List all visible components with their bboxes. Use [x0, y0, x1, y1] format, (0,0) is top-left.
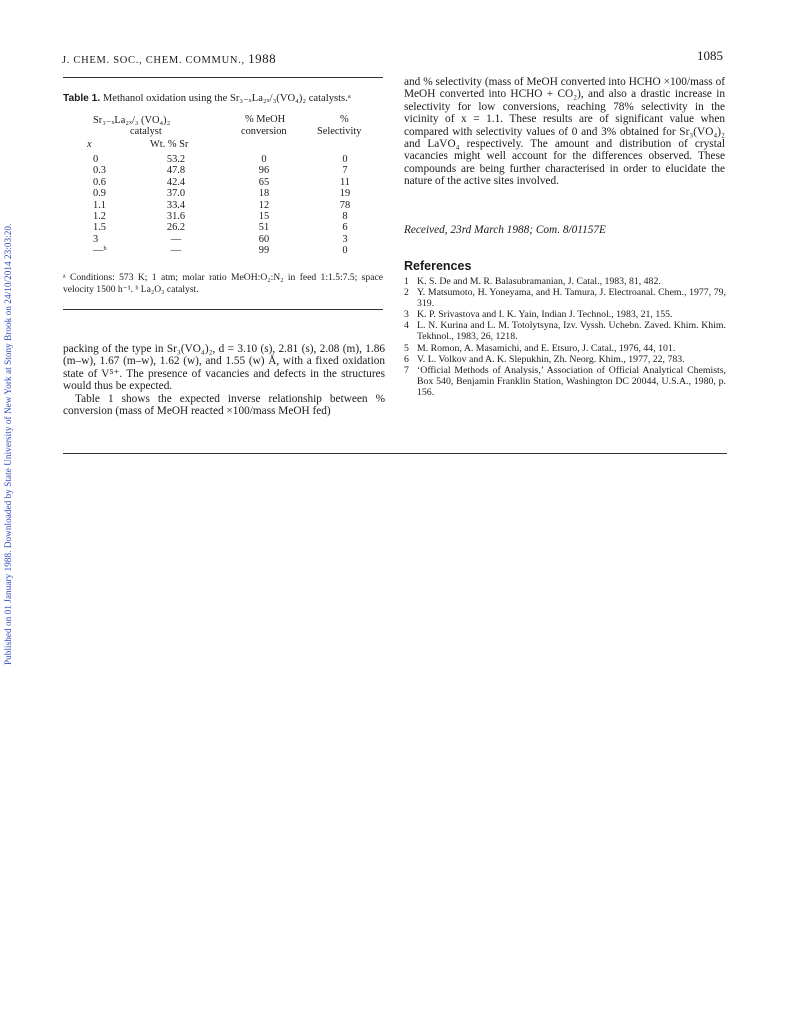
cell-conversion: 15: [258, 211, 270, 222]
cell-x: 0.3: [93, 165, 106, 177]
cell-conversion: 60: [258, 233, 270, 245]
header-x: x: [87, 139, 92, 150]
journal-year: 1988: [248, 51, 277, 66]
reference-item: [404, 287, 726, 309]
references-heading: References: [404, 259, 472, 273]
table-footnote: ᵃ Conditions: 573 K; 1 atm; molar ratio MeOH:O₂:N₂ in feed 1:1.5:7.5; space velocity 1500 h⁻¹. ᵇ La₂O₃ catalyst.: [63, 272, 383, 295]
reference-item: [404, 365, 726, 398]
cell-wt-sr: 53.2: [166, 154, 186, 165]
reference-text: K. S. De and M. R. Balasubramanian, J. Catal., 1983, 81, 482.: [417, 276, 661, 287]
cell-selectivity: 6: [342, 222, 348, 234]
cell-selectivity: 3: [342, 233, 348, 245]
cell-x: —ᵇ: [93, 245, 107, 257]
cell-x: 1.5: [93, 222, 106, 234]
reference-item: [404, 354, 726, 365]
header-catalyst-formula: Sr₃₋ₓLa₂ₓ/₃ (VO₄)₂: [93, 115, 171, 126]
table-bottom-rule: [63, 309, 383, 310]
header-conversion: conversion: [241, 126, 287, 137]
reference-number: 4: [404, 320, 409, 332]
cell-x: 0: [93, 154, 99, 165]
table-caption: [63, 92, 393, 104]
cell-selectivity: 8: [342, 211, 348, 222]
cell-wt-sr: —: [170, 245, 182, 257]
table-caption-label: Table 1.: [63, 93, 101, 104]
cell-wt-sr: 37.0: [166, 188, 186, 200]
cell-conversion: 65: [258, 176, 270, 188]
running-head: [62, 51, 276, 67]
reference-number: 7: [404, 364, 409, 376]
journal-name: J. CHEM. SOC., CHEM. COMMUN.,: [62, 55, 245, 66]
reference-text: V. L. Volkov and A. K. Slepukhin, Zh. Neorg. Khim., 1977, 22, 783.: [417, 353, 685, 365]
cell-x: 0.9: [93, 188, 106, 200]
table-caption-text: Methanol oxidation using the Sr₃₋ₓLa₂ₓ/₃(VO₄)₂ catalysts.ᵃ: [102, 93, 351, 104]
cell-wt-sr: 33.4: [166, 199, 186, 211]
reference-text: L. N. Kurina and L. M. Totolytsyna, Izv. Vyssh. Uchebn. Zaved. Khim. Khim. Tekhnol., 1983, 26, 1218.: [417, 320, 726, 343]
page-end-rule: [63, 453, 727, 454]
cell-x: 3: [93, 233, 99, 245]
download-provenance-note: [2, 110, 16, 670]
cell-wt-sr: 47.8: [166, 165, 186, 177]
reference-item: [404, 309, 726, 320]
page-number: 1085: [697, 48, 723, 63]
cell-selectivity: 0: [342, 245, 348, 257]
cell-selectivity: 78: [339, 199, 351, 211]
left-column-text: [63, 343, 385, 417]
reference-number: 5: [404, 342, 409, 354]
reference-number: 3: [404, 309, 409, 321]
cell-x: 1.2: [93, 211, 106, 222]
cell-conversion: 96: [258, 165, 270, 177]
reference-item: [404, 276, 726, 287]
cell-selectivity: 19: [339, 188, 351, 200]
cell-conversion: 99: [258, 245, 270, 257]
header-percent: %: [340, 114, 349, 125]
reference-number: 6: [404, 353, 409, 365]
reference-number: 2: [404, 287, 409, 299]
header-selectivity: Selectivity: [317, 126, 362, 137]
download-provenance-text: Published on 01 January 1988. Downloaded by State University of New York at Stony Brook on 24/10/2014 23:03:20.: [3, 223, 13, 665]
right-column-text: and % selectivity (mass of MeOH converted into HCHO ×100/mass of MeOH converted into HCHO + CO₂), and also a drastic increase in selectivity for low conversions, reaching 78% selectivity in the vicinity of x = 1.1. These results are of significant value when compared with selectivity values of 0 and 3% obtained for Sr₃(VO₄)₂ and LaVO₄ respectively. The amount and distribution of crystal vacancies might well account for the differences observed. These compounds are being further characterised in order to elucidate the nature of the active sites involved.: [404, 76, 725, 188]
cell-conversion: 0: [261, 154, 267, 165]
cell-x: 1.1: [93, 199, 106, 211]
cell-wt-sr: —: [170, 233, 182, 245]
cell-wt-sr: 26.2: [166, 222, 186, 234]
cell-selectivity: 11: [339, 176, 350, 188]
reference-text: M. Romon, A. Masamichi, and E. Etsuro, J. Catal., 1976, 44, 101.: [417, 342, 676, 354]
cell-wt-sr: 31.6: [166, 211, 186, 222]
left-paragraph-2: Table 1 shows the expected inverse relationship between % conversion (mass of MeOH reacted ×100/mass MeOH fed): [63, 392, 385, 418]
reference-number: 1: [404, 276, 409, 287]
header-wt-sr: Wt. % Sr: [150, 139, 189, 150]
cell-conversion: 51: [258, 222, 270, 234]
header-meoh: % MeOH: [245, 114, 286, 125]
reference-text: ‘Official Methods of Analysis,’ Association of Official Analytical Chemists, Box 540, Benjamin Franklin Station, Washington DC 20044, U.S.A., 1980, p. 156.: [417, 364, 726, 398]
cell-wt-sr: 42.4: [166, 176, 186, 188]
reference-item: [404, 320, 726, 342]
received-line: Received, 23rd March 1988; Com. 8/01157E: [404, 224, 606, 236]
left-paragraph-1: packing of the type in Sr₃(VO₄)₂, d = 3.10 (s), 2.81 (s), 2.08 (m), 1.86 (m–w), 1.67 (m–w), 1.62 (w), and 1.55 (w) Å, with a fixed oxidation state of V⁵⁺. The presence of vacancies and defects in the structures would thus be expected.: [63, 343, 385, 393]
cell-selectivity: 7: [342, 165, 348, 177]
cell-conversion: 18: [258, 188, 270, 200]
references-list: [404, 276, 726, 398]
table-top-rule: [63, 77, 383, 78]
cell-x: 0.6: [93, 176, 106, 188]
reference-text: K. P. Srivastova and I. K. Yain, Indian J. Technol., 1983, 21, 155.: [417, 309, 673, 321]
reference-item: [404, 343, 726, 354]
cell-conversion: 12: [258, 199, 270, 211]
header-catalyst-word: catalyst: [130, 126, 162, 137]
reference-text: Y. Matsumoto, H. Yoneyama, and H. Tamura, J. Electroanal. Chem., 1977, 79, 319.: [417, 287, 726, 310]
cell-selectivity: 0: [342, 154, 348, 165]
